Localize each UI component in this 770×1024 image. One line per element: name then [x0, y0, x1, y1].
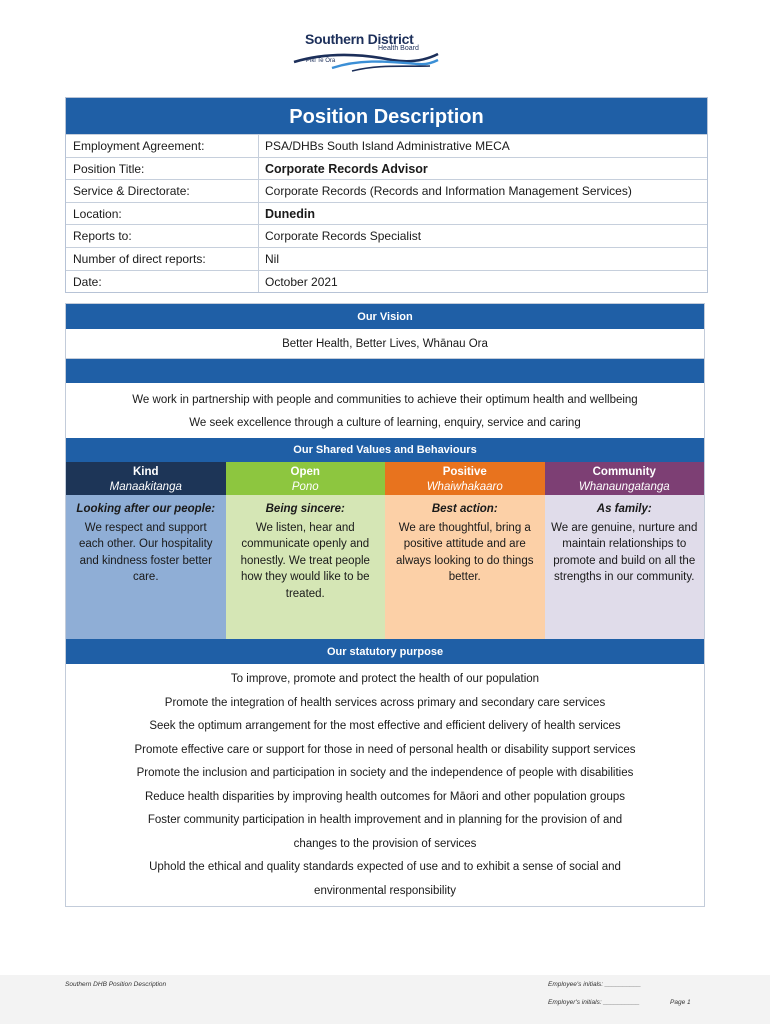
- value-header: [385, 462, 545, 495]
- statutory-purpose-item: To improve, promote and protect the health of our population: [230, 673, 540, 685]
- pd-row-value: PSA/DHBs South Island Administrative MECA: [265, 139, 510, 153]
- pd-row-value: October 2021: [265, 274, 338, 289]
- pd-row-label: Employment Agreement:: [66, 135, 259, 157]
- value-column-community: [545, 462, 705, 639]
- value-name: Open: [290, 466, 320, 478]
- value-lead: Best action:: [431, 503, 498, 515]
- value-maori-name: Manaakitanga: [109, 481, 182, 493]
- statutory-purpose-item: Seek the optimum arrangement for the most effective and efficient delivery of health services: [149, 720, 621, 732]
- value-body: [385, 495, 545, 639]
- statutory-purpose-item: Foster community participation in health improvement and in planning for the provision of and: [147, 814, 623, 826]
- mission-lines: [66, 383, 704, 438]
- value-lead: Looking after our people:: [76, 503, 216, 515]
- pd-row: [66, 270, 707, 293]
- value-column-positive: [385, 462, 545, 639]
- value-lead: As family:: [596, 503, 652, 515]
- value-body: [66, 495, 226, 639]
- value-lead: Being sincere:: [265, 503, 345, 515]
- mission-line: We work in partnership with people and communities to achieve their optimum health and wellbeing: [132, 394, 638, 406]
- footer-employee-initials: Employee's initials: __________: [548, 981, 642, 988]
- value-name: Community: [592, 466, 656, 478]
- pd-row-label: Reports to:: [66, 225, 259, 247]
- footer-employer-initials: Employer's initials: __________: [548, 999, 640, 1006]
- value-maori-name: Pono: [291, 481, 319, 493]
- footer-page-number: Page 1: [670, 999, 691, 1006]
- value-maori-name: Whanaungatanga: [578, 481, 670, 493]
- value-body: [226, 495, 386, 639]
- pd-row: [66, 134, 707, 157]
- vision-values-block: [65, 303, 705, 907]
- value-name: Kind: [132, 466, 159, 478]
- pd-row-value: Corporate Records Specialist: [265, 229, 422, 244]
- statutory-purpose-heading: Our statutory purpose: [66, 639, 704, 664]
- pd-row-value: Dunedin: [265, 206, 315, 221]
- vision-divider-band: [66, 359, 704, 383]
- pd-row: [66, 157, 707, 180]
- footer-document-name: Southern DHB Position Description: [65, 981, 167, 988]
- sdhb-logo: [292, 28, 442, 74]
- shared-values-grid: [66, 462, 704, 639]
- statutory-purpose-list: [66, 664, 704, 906]
- mission-line: We seek excellence through a culture of learning, enquiry, service and caring: [189, 417, 581, 429]
- position-description-title: Position Description: [66, 98, 707, 134]
- pd-row-value: Nil: [265, 251, 279, 266]
- value-description: We are thoughtful, bring a positive attitude and are always looking to do things better.: [396, 521, 534, 583]
- pd-row-value: Corporate Records (Records and Information Management Services): [265, 184, 632, 199]
- pd-row-value: Corporate Records Advisor: [265, 161, 428, 176]
- pd-row: [66, 224, 707, 247]
- position-description-table: [65, 97, 708, 293]
- statutory-purpose-item: Promote effective care or support for those in need of personal health or disability support services: [134, 743, 636, 756]
- pd-row: [66, 247, 707, 270]
- pd-row-label: Location:: [66, 203, 259, 225]
- statutory-purpose-item: Reduce health disparities by improving health outcomes for Māori and other population groups: [144, 790, 626, 803]
- statutory-purpose-item: Promote the inclusion and participation in society and the independence of people with disabilities: [136, 767, 634, 779]
- value-description: We are genuine, nurture and maintain relationships to promote and build on all the strengths in our community.: [551, 521, 698, 583]
- pd-row: [66, 202, 707, 225]
- value-header: [545, 462, 705, 495]
- statutory-purpose-item: Promote the integration of health services across primary and secondary care services: [164, 696, 606, 709]
- logo-subtitle: Health Board: [378, 45, 419, 52]
- pd-row-label: Number of direct reports:: [66, 248, 259, 270]
- pd-row: [66, 179, 707, 202]
- pd-row-label: Date:: [66, 271, 259, 293]
- value-header: [226, 462, 386, 495]
- value-column-open: [226, 462, 386, 639]
- value-body: [545, 495, 705, 639]
- logo-title: Southern District: [305, 31, 414, 47]
- statutory-purpose-item: Uphold the ethical and quality standards expected of use and to exhibit a sense of social and: [149, 861, 621, 873]
- statutory-purpose-item: changes to the provision of services: [293, 837, 477, 850]
- value-description: We listen, hear and communicate openly and honestly. We treat people how they would like to be treated.: [240, 521, 370, 600]
- vision-heading: Our Vision: [66, 304, 704, 329]
- position-description-rows: [66, 134, 707, 292]
- value-description: We respect and support each other. Our hospitality and kindness foster better care.: [78, 521, 213, 583]
- value-header: [66, 462, 226, 495]
- logo-tagline: Piki Te Ora: [306, 58, 336, 64]
- statutory-purpose-item: environmental responsibility: [314, 884, 456, 897]
- value-maori-name: Whaiwhakaaro: [426, 481, 503, 493]
- shared-values-heading: Our Shared Values and Behaviours: [66, 438, 704, 462]
- value-name: Positive: [442, 466, 487, 478]
- value-column-kind: [66, 462, 226, 639]
- pd-row-label: Service & Directorate:: [66, 180, 259, 202]
- page-footer: [0, 975, 770, 1024]
- pd-row-label: Position Title:: [66, 158, 259, 180]
- vision-text: Better Health, Better Lives, Whānau Ora: [66, 329, 704, 359]
